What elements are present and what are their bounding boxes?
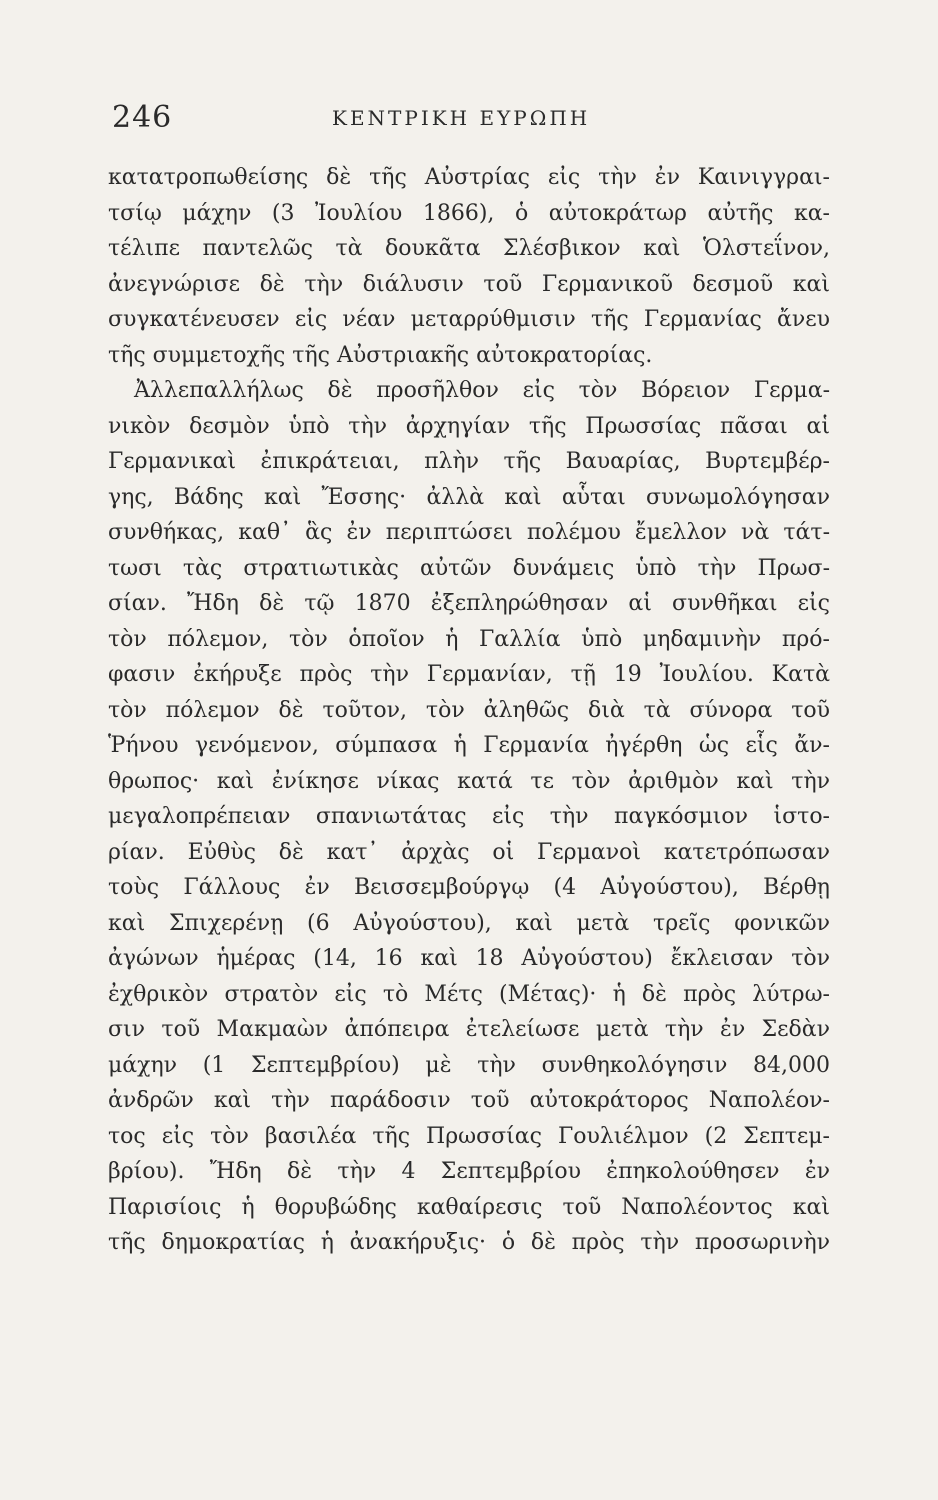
text-line: Ἀλλεπαλλήλως δὲ προσῆλθον εἰς τὸν Βόρειον Γερμα- [134,378,830,403]
text-line: τωσι τὰς στρατιωτικὰς αὐτῶν δυνάμεις ὑπὸ τὴν Πρωσ- [108,555,830,581]
text-line: βρίου). Ἤδη δὲ τὴν 4 Σεπτεμβρίου ἐπηκολούθησεν ἐν [108,1159,830,1184]
text-line: καὶ Σπιχερένῃ (6 Αὐγούστου), καὶ μετὰ τρεῖς φονικῶν [108,910,830,936]
text-line: ἀγώνων ἡμέρας (14, 16 καὶ 18 Αὐγούστου) ἔκλεισαν τὸν [108,946,830,971]
text-line: τσίῳ μάχην (3 Ἰουλίου 1866), ὁ αὐτοκράτωρ αὐτῆς κα- [108,200,830,226]
running-head: ΚΕΝΤΡΙΚΗ ΕΥΡΩΠΗ [332,106,591,130]
text-line: κατατροπωθείσης δὲ τῆς Αὐστρίας εἰς τὴν ἐν Καινιγγραι- [108,165,830,190]
page-number: 246 [112,100,173,135]
text-line: τέλιπε παντελῶς τὰ δουκᾶτα Σλέσβικον καὶ Ὁλστεΐνον, [108,236,830,261]
text-line: φασιν ἐκήρυξε πρὸς τὴν Γερμανίαν, τῇ 19 Ἰουλίου. Κατὰ [108,662,830,687]
text-line: ἀνεγνώρισε δὲ τὴν διάλυσιν τοῦ Γερμανικοῦ δεσμοῦ καὶ [108,271,830,297]
page-header [112,100,830,140]
text-line: μάχην (1 Σεπτεμβρίου) μὲ τὴν συνθηκολόγησιν 84,000 [108,1052,830,1078]
text-line: τῆς συμμετοχῆς τῆς Αὐστριακῆς αὐτοκρατορίας. [108,342,653,368]
text-line: ἀνδρῶν καὶ τὴν παράδοσιν τοῦ αὐτοκράτορος Ναπολέον- [108,1088,830,1113]
text-line: τὸν πόλεμον, τὸν ὁποῖον ἡ Γαλλία ὑπὸ μηδαμινὴν πρό- [108,626,830,652]
text-line: σίαν. Ἤδη δὲ τῷ 1870 ἐξεπληρώθησαν αἱ συνθῆκαι εἰς [108,591,830,616]
text-line: νικὸν δεσμὸν ὑπὸ τὴν ἀρχηγίαν τῆς Πρωσσίας πᾶσαι αἱ [108,413,830,439]
text-line: συνθήκας, καθ᾽ ἃς ἐν περιπτώσει πολέμου ἔμελλον νὰ τάτ- [108,520,830,545]
text-line: τὸν πόλεμον δὲ τοῦτον, τὸν ἀληθῶς διὰ τὰ σύνορα τοῦ [108,697,830,723]
text-line: Γερμανικαὶ ἐπικράτειαι, πλὴν τῆς Βαυαρίας, Βυρτεμβέρ- [108,449,830,474]
text-line: μεγαλοπρέπειαν σπανιωτάτας εἰς τὴν παγκόσμιον ἱστο- [108,804,830,829]
text-line: γης, Βάδης καὶ Ἔσσης· ἀλλὰ καὶ αὗται συνωμολόγησαν [108,484,830,510]
text-line: ἐχθρικὸν στρατὸν εἰς τὸ Μέτς (Μέτας)· ἡ δὲ πρὸς λύτρω- [108,981,830,1007]
text-line: σιν τοῦ Μακμαὼν ἀπόπειρα ἐτελείωσε μετὰ τὴν ἐν Σεδὰν [108,1017,830,1042]
text-line: τοὺς Γάλλους ἐν Βεισσεμβούργῳ (4 Αὐγούστου), Βέρθῃ [108,875,830,900]
body-text [108,160,830,1261]
text-line: θρωπος· καὶ ἐνίκησε νίκας κατά τε τὸν ἀριθμὸν καὶ τὴν [108,768,830,794]
text-line: Παρισίοις ἡ θορυβώδης καθαίρεσις τοῦ Ναπολέοντος καὶ [108,1194,830,1220]
text-line: τῆς δημοκρατίας ἡ ἀνακήρυξις· ὁ δὲ πρὸς τὴν προσωρινὴν [108,1230,830,1255]
text-line: τος εἰς τὸν βασιλέα τῆς Πρωσσίας Γουλιέλμον (2 Σεπτεμ- [108,1123,830,1149]
text-line: συγκατένευσεν εἰς νέαν μεταρρύθμισιν τῆς Γερμανίας ἄνευ [108,307,830,332]
text-line: Ῥήνου γενόμενον, σύμπασα ἡ Γερμανία ἠγέρθη ὡς εἷς ἄν- [108,733,830,758]
text-line: ρίαν. Εὐθὺς δὲ κατ᾽ ἀρχὰς οἱ Γερμανοὶ κατετρόπωσαν [108,839,830,865]
